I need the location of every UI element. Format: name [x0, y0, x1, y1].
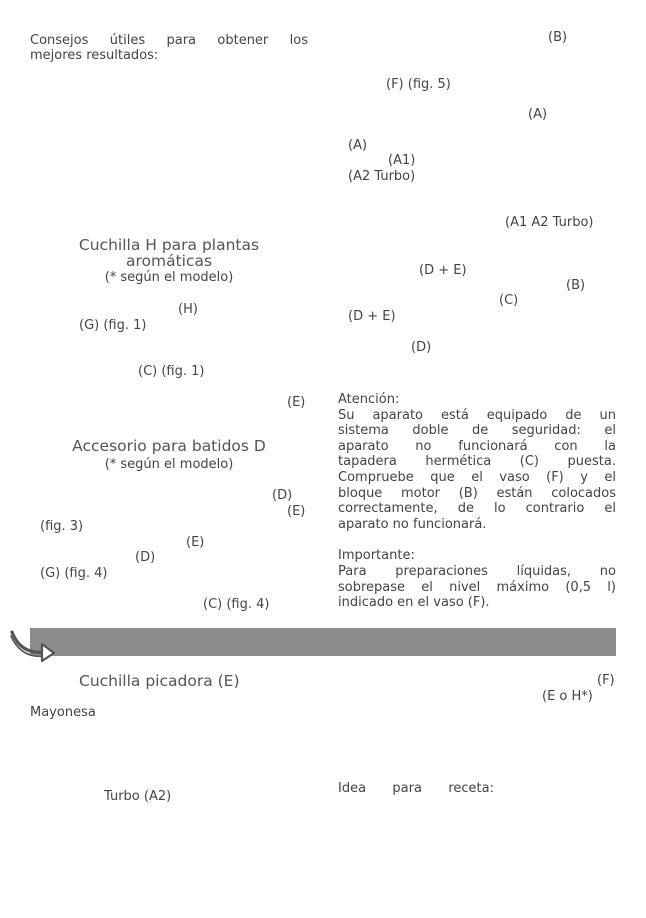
attention-line-7: correctamente, de lo contrario el: [338, 501, 616, 516]
attention-line-6: bloque motor (B) están colocados: [338, 486, 616, 501]
important-line-2: sobrepase el nivel máximo (0,5 l): [338, 580, 616, 595]
mayonnaise-label: Mayonesa: [30, 705, 96, 720]
ref-b-1: (B): [548, 30, 568, 45]
important-title: Importante:: [338, 548, 415, 563]
ref-d-e-2: (D + E): [348, 309, 396, 324]
ref-e-or-h: (E o H*): [542, 689, 593, 704]
shake-accessory-title: Accesorio para batidos D: [72, 437, 266, 455]
ref-e-1: (E): [287, 395, 306, 410]
ref-c-fig1: (C) (fig. 1): [138, 364, 205, 379]
attention-line-4: tapadera hermética (C) puesta.: [338, 454, 616, 469]
turbo-a2-ref: Turbo (A2): [104, 789, 172, 804]
shake-accessory-note: (* según el modelo): [104, 457, 234, 472]
ref-c-fig4: (C) (fig. 4): [203, 597, 270, 612]
ref-a-2: (A): [348, 138, 368, 153]
ref-d-2: (D): [135, 550, 156, 565]
attention-line-2: sistema doble de seguridad: el: [338, 423, 616, 438]
herb-blade-title-2: aromáticas: [125, 252, 213, 270]
chopper-blade-title: Cuchilla picadora (E): [79, 672, 240, 690]
ref-a2-turbo: (A2 Turbo): [348, 169, 416, 184]
ref-fig3: (fig. 3): [40, 519, 84, 534]
ref-h: (H): [178, 302, 198, 317]
ref-d-1: (D): [272, 488, 293, 503]
ref-f-fig5: (F) (fig. 5): [386, 77, 451, 92]
attention-line-8: aparato no funcionará.: [338, 517, 487, 532]
important-line-1: Para preparaciones líquidas, no: [338, 564, 616, 579]
intro-line-2: mejores resultados:: [30, 48, 159, 63]
ref-g-fig1: (G) (fig. 1): [79, 318, 147, 333]
herb-blade-title-1: Cuchilla H para plantas: [78, 236, 260, 254]
ref-e-2: (E): [287, 504, 306, 519]
herb-blade-note: (* según el modelo): [104, 270, 234, 285]
ref-d-e-1: (D + E): [419, 263, 467, 278]
ref-a1: (A1): [388, 153, 416, 168]
attention-line-1: Su aparato está equipado de un: [338, 408, 616, 423]
attention-title: Atención:: [338, 392, 400, 407]
section-divider-band: [30, 628, 616, 656]
recipe-idea-label: Idea para receta:: [338, 781, 494, 796]
ref-d: (D): [411, 340, 432, 355]
ref-c: (C): [499, 293, 519, 308]
curved-arrow-icon: [8, 622, 58, 664]
attention-line-5: Compruebe que el vaso (F) y el: [338, 470, 616, 485]
ref-e-3: (E): [186, 535, 205, 550]
ref-a1-a2-turbo: (A1 A2 Turbo): [505, 215, 594, 230]
intro-line-1: Consejos útiles para obtener los: [30, 33, 308, 48]
ref-g-fig4: (G) (fig. 4): [40, 566, 108, 581]
ref-a-1: (A): [528, 107, 548, 122]
ref-f: (F): [597, 673, 615, 688]
attention-line-3: aparato no funcionará con la: [338, 439, 616, 454]
ref-b-2: (B): [566, 278, 586, 293]
important-line-3: indicado en el vaso (F).: [338, 595, 490, 610]
